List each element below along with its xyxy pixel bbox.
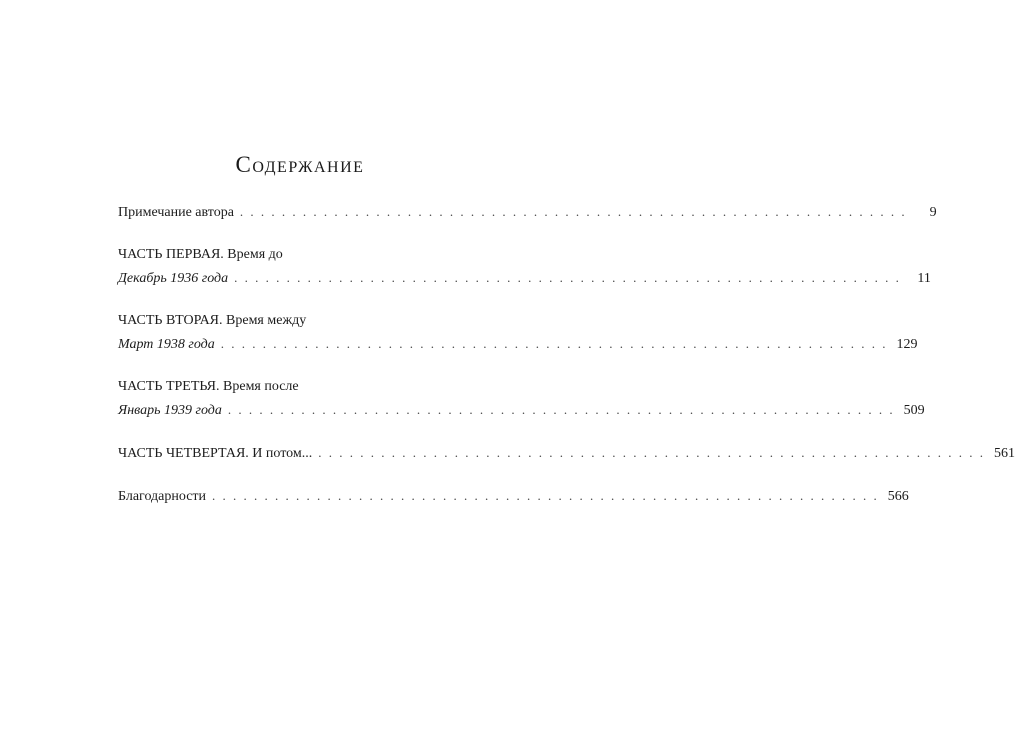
toc-part-label: ЧАСТЬ ТРЕТЬЯ. Время после <box>118 379 299 394</box>
dot-leader: . . . . . . . . . . . . . . . . . . . . . . . . . . . . . . . . . . . . . . . . . . . . . . . . . . . . . . . . . . . . . . . . <box>234 270 901 285</box>
toc-page-number: 11 <box>917 271 931 286</box>
dot-leader: . . . . . . . . . . . . . . . . . . . . . . . . . . . . . . . . . . . . . . . . . . . . . . . . . . . . . . . . . . . . . . . . <box>239 204 907 219</box>
toc-label: ЧАСТЬ ЧЕТВЕРТАЯ. И потом... <box>118 446 313 461</box>
dot-leader: . . . . . . . . . . . . . . . . . . . . . . . . . . . . . . . . . . . . . . . . . . . . . . . . . . . . . . . . . . . . . . . . <box>212 488 879 503</box>
dot-leader: . . . . . . . . . . . . . . . . . . . . . . . . . . . . . . . . . . . . . . . . . . . . . . . . . . . . . . . . . . . . . . . . <box>220 336 888 351</box>
table-of-contents <box>118 200 1015 508</box>
toc-label: Декабрь 1936 года <box>118 271 229 286</box>
toc-part-label: ЧАСТЬ ПЕРВАЯ. Время до <box>118 247 283 262</box>
dot-leader: . . . . . . . . . . . . . . . . . . . . . . . . . . . . . . . . . . . . . . . . . . . . . . . . . . . . . . . . . . . . . . . . <box>227 402 895 417</box>
toc-entry-author-note <box>118 200 937 224</box>
toc-label: Благодарности <box>118 489 207 504</box>
toc-entry-part-three <box>118 375 925 422</box>
page-title: Содержание <box>235 152 365 177</box>
toc-label: Примечание автора <box>118 205 234 220</box>
toc-label: Март 1938 года <box>118 337 215 352</box>
toc-entry-part-one <box>118 243 931 290</box>
toc-line <box>118 332 918 356</box>
toc-part-label: ЧАСТЬ ВТОРАЯ. Время между <box>118 313 307 328</box>
toc-page-number: 561 <box>994 446 1015 461</box>
toc-page-number: 566 <box>887 489 909 504</box>
toc-line <box>118 484 909 508</box>
toc-entry-part-two <box>118 309 918 356</box>
toc-page-number: 509 <box>903 403 925 418</box>
dot-leader: . . . . . . . . . . . . . . . . . . . . . . . . . . . . . . . . . . . . . . . . . . . . . . . . . . . . . . . . . . . . . . . . <box>318 445 985 460</box>
toc-part-heading <box>118 375 482 398</box>
toc-line <box>118 266 931 290</box>
toc-page-number: 9 <box>929 205 937 220</box>
toc-line <box>118 441 1015 465</box>
toc-part-heading <box>118 243 482 266</box>
toc-page-number: 129 <box>896 337 918 352</box>
toc-line <box>118 200 937 224</box>
toc-entry-part-four <box>118 441 1015 465</box>
toc-line <box>118 398 925 422</box>
toc-label: Январь 1939 года <box>118 403 222 418</box>
toc-entry-acknowledgements <box>118 484 909 508</box>
toc-part-heading <box>118 309 482 332</box>
